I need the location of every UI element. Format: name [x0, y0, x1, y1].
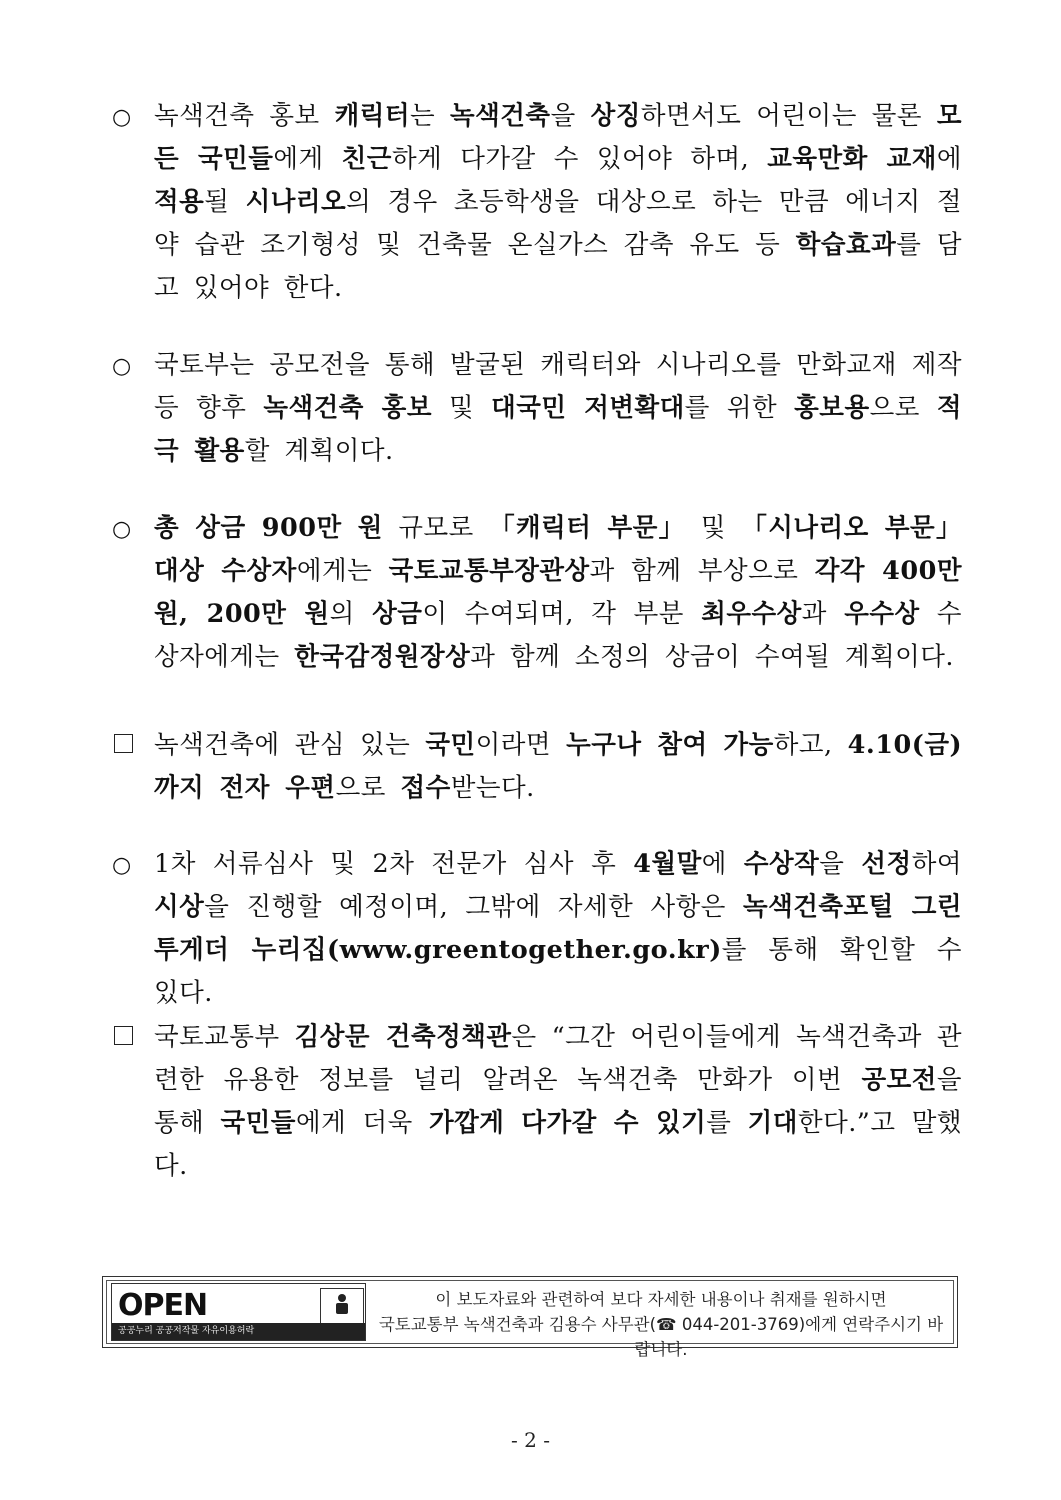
contact-box — [102, 1276, 958, 1359]
text-segment: 및 — [685, 513, 742, 543]
paragraph-text — [154, 507, 962, 679]
bold-text: 녹색건축 — [450, 101, 551, 131]
bold-text: 수상작 — [743, 849, 820, 879]
text-segment: 에 — [701, 849, 744, 879]
attribution-icon — [320, 1288, 364, 1324]
text-segment: 국토교통부 — [154, 1022, 295, 1052]
text-segment: 는 — [409, 101, 451, 131]
text-segment: 규모로 — [382, 513, 490, 543]
paragraph — [112, 507, 962, 679]
text-segment: 하면서도 어린이는 물론 — [640, 101, 937, 131]
paragraph-text — [154, 344, 962, 473]
bold-text: 4월말 — [633, 849, 702, 879]
circle-bullet-icon: ○ — [112, 105, 132, 130]
bold-text: 공모전 — [861, 1065, 937, 1095]
square-bullet-icon — [112, 734, 154, 759]
paragraph — [112, 843, 962, 1015]
bold-text: 녹색건축 홍보 — [263, 393, 432, 423]
bold-text: 「캐릭터 부문」 — [489, 513, 686, 543]
text-segment: 으로 — [869, 393, 937, 423]
text-segment: 를 — [706, 1108, 748, 1138]
paragraph-text — [154, 95, 962, 310]
bold-text: 학습효과 — [795, 230, 897, 260]
bold-text: 가깝게 다가갈 수 있기 — [428, 1108, 707, 1138]
bold-text: 상금 — [372, 599, 423, 629]
bold-text: 기대 — [747, 1108, 798, 1138]
bold-text: 적용 — [154, 187, 205, 217]
contact-line-2: 국토교통부 녹색건축과 김용수 사무관(☎ 044-201-3769)에게 연락주시기 바랍니다. — [378, 1315, 944, 1359]
text-segment: 를 위한 — [684, 393, 795, 423]
logo-caption: 공공누리 공공저작물 자유이용허락 — [112, 1323, 365, 1340]
bold-text: 최우수상 — [701, 599, 802, 629]
bold-text: 친근 — [341, 144, 392, 174]
text-segment: 하고, — [773, 730, 848, 760]
bold-text: 국민 — [425, 730, 476, 760]
bold-text: 총 상금 900만 원 — [154, 513, 383, 543]
paragraph-text — [154, 1016, 962, 1188]
bold-text: 대국민 저변확대 — [491, 393, 685, 423]
text-segment: 을 — [819, 849, 862, 879]
text-segment: 을 통해 — [154, 1065, 962, 1138]
bold-text: 녹색건축포털 그린투게더 누리집(www.greentogether.go.kr) — [154, 892, 962, 965]
text-segment: 에게 더욱 — [295, 1108, 429, 1138]
bold-text: 교육만화 교재 — [767, 144, 937, 174]
square-bullet-icon — [112, 1026, 154, 1051]
bold-text: 캐릭터 — [334, 101, 410, 131]
bold-text: 김상문 건축정책관 — [294, 1022, 512, 1052]
bold-text: 상징 — [590, 101, 641, 131]
paragraph — [112, 95, 962, 310]
text-segment: 녹색건축에 관심 있는 — [154, 730, 426, 760]
bold-text: 접수 — [400, 773, 451, 803]
open-license-logo — [111, 1283, 366, 1341]
text-segment: 1차 서류심사 및 2차 전문가 심사 후 — [154, 849, 634, 879]
text-segment: 의 경우 초등학생을 대상으로 하는 만큼 에너지 절약 습관 조기형성 및 건축물 온실가스 감축 유도 등 — [154, 187, 962, 260]
circle-bullet-icon: ○ — [112, 853, 132, 878]
paragraph — [112, 724, 962, 810]
text-segment: 이라면 — [475, 730, 567, 760]
text-segment: 을 — [550, 101, 591, 131]
text-segment: 될 — [204, 187, 246, 217]
paragraph-text — [154, 843, 962, 1015]
bold-text: 한국감정원장상 — [294, 642, 471, 672]
text-segment: 이 수여되며, 각 부분 — [422, 599, 702, 629]
open-logo-text: OPEN — [118, 1288, 208, 1323]
bold-text: 4.10(금)까지 전자 우편 — [154, 730, 963, 803]
text-segment: 으로 — [335, 773, 401, 803]
text-segment: 과 함께 소정의 상금이 수여될 계획이다. — [470, 642, 954, 672]
bold-text: 국토교통부장관상 — [388, 556, 590, 586]
text-segment: 과 — [801, 599, 845, 629]
text-segment: 과 함께 부상으로 — [589, 556, 815, 586]
circle-bullet-icon: ○ — [112, 354, 132, 379]
bold-text: 시나리오 — [245, 187, 347, 217]
bold-text: 「시나리오 부문」 대상 수상자 — [154, 513, 962, 586]
text-segment: 은 “그간 어린이들에게 녹색건축과 관련한 유용한 정보를 널리 알려온 녹색건축 만화가 이번 — [154, 1022, 962, 1095]
text-segment: 할 계획이다. — [244, 436, 394, 466]
text-segment: 를 통해 확인할 수 있다. — [154, 935, 963, 1008]
text-segment: 및 — [431, 393, 492, 423]
bold-text: 적극 활용 — [154, 393, 962, 466]
contact-text — [373, 1287, 949, 1362]
text-segment: 를 담고 있어야 한다. — [154, 230, 962, 303]
paragraph-text — [154, 724, 962, 810]
text-segment: 국토부는 공모전을 통해 발굴된 캐릭터와 시나리오를 만화교재 제작 등 향후 — [154, 350, 962, 423]
text-segment: 하여 — [911, 849, 962, 879]
text-segment: 녹색건축 홍보 — [154, 101, 335, 131]
bold-text: 각각 400만 원, 200만 원 — [154, 556, 962, 629]
bold-text: 우수상 — [844, 599, 920, 629]
text-segment: 받는다. — [450, 773, 535, 803]
text-segment: 의 — [329, 599, 373, 629]
page-number: - 2 - — [511, 1428, 550, 1452]
contact-line-1: 이 보도자료와 관련하여 보다 자세한 내용이나 취재를 원하시면 — [435, 1290, 887, 1309]
bold-text: 국민들 — [220, 1108, 296, 1138]
bold-text: 홍보용 — [794, 393, 870, 423]
text-segment: 수상자에게는 — [154, 599, 963, 672]
bold-text: 선정 — [861, 849, 912, 879]
bold-text: 누구나 참여 가능 — [566, 730, 774, 760]
paragraph — [112, 1016, 962, 1188]
text-segment: 에게는 — [296, 556, 389, 586]
text-segment: 한다.”고 말했다. — [154, 1108, 962, 1181]
bold-text: 시상 — [154, 892, 205, 922]
text-segment: 에게 — [273, 144, 342, 174]
bold-text: 모든 국민들 — [154, 101, 963, 174]
paragraph — [112, 344, 962, 473]
text-segment: 하게 다가갈 수 있어야 하며, — [391, 144, 768, 174]
text-segment: 에 — [936, 144, 962, 174]
text-segment: 을 진행할 예정이며, 그밖에 자세한 사항은 — [204, 892, 743, 922]
circle-bullet-icon: ○ — [112, 517, 132, 542]
